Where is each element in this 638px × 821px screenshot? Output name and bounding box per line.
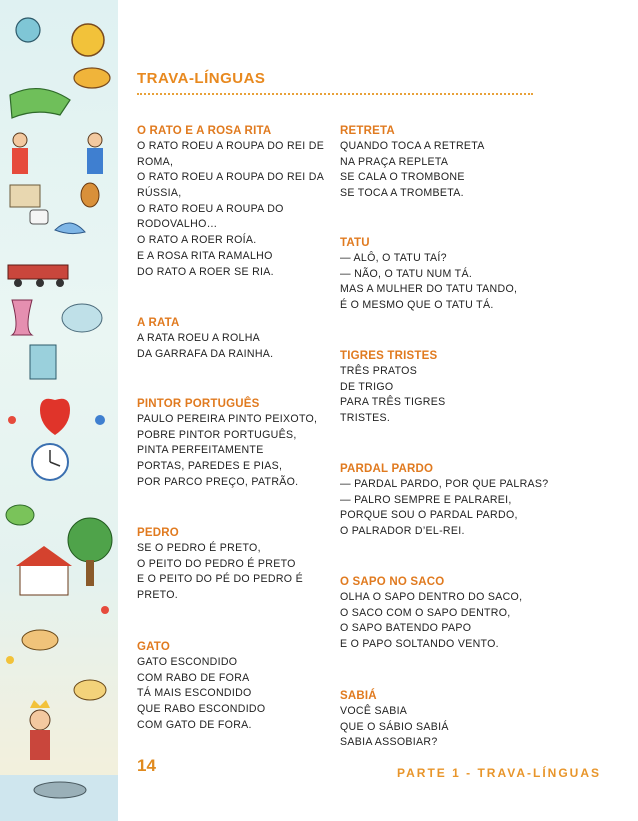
poem-sabia [340,689,540,751]
poem-line: PARA TRÊS TIGRES [340,396,446,409]
poem-line: O SACO COM O SAPO DENTRO, [340,606,511,619]
poem-line: DO RATO A ROER SE RIA. [137,265,274,278]
poem-line: PORQUE SOU O PARDAL PARDO, [340,509,518,522]
poem-line: ROMA, [137,155,174,168]
poem-pardal-pardo [340,462,549,540]
poem-pintor-portugues [137,397,337,490]
poem-line: POBRE PINTOR PORTUGUÊS, [137,428,297,441]
poem-line: A RATA ROEU A ROLHA [137,332,261,344]
poem-line: SE O PEDRO É PRETO, [137,542,261,554]
poem-line: OLHA O SAPO DENTRO DO SACO, [340,591,523,603]
poem-line: SE CALA O TROMBONE [340,171,465,184]
poem-gato [137,640,337,733]
poem-title: PINTOR PORTUGUÊS [137,398,260,410]
poem-line: PORTAS, PAREDES E PIAS, [137,460,283,473]
poem-line: O RATO ROEU A ROUPA DO [137,202,284,215]
section-label: PARTE 1 - TRAVA-LÍNGUAS [397,766,601,780]
poem-title: O RATO E A ROSA RITA [137,125,272,137]
poem-retreta [340,124,540,202]
poem-title: PEDRO [137,527,179,539]
poem-line: COM GATO DE FORA. [137,718,252,731]
border-illustration [0,0,118,821]
poem-line: QUE O SÁBIO SABIÁ [340,720,449,733]
poem-line: PAULO PEREIRA PINTO PEIXOTO, [137,413,318,425]
poem-o-rato-e-a-rosa-rita [137,124,337,280]
poem-line: TRISTES. [340,412,391,425]
illustrated-border [0,0,118,821]
poem-line: O RATO ROEU A ROUPA DO REI DA [137,171,325,184]
page-number: 14 [137,756,156,775]
poem-line: TÁ MAIS ESCONDIDO [137,687,252,700]
poem-line: DA GARRAFA DA RAINHA. [137,347,274,360]
title-dotted-divider [137,93,533,95]
poem-title: TIGRES TRISTES [340,350,438,362]
poem-line: É O MESMO QUE O TATU TÁ. [340,299,494,312]
poem-line: RÚSSIA, [137,187,182,200]
poem-title: A RATA [137,317,180,329]
poem-line: POR PARCO PREÇO, PATRÃO. [137,475,299,488]
poem-title: GATO [137,641,170,653]
poem-line: — ALÔ, O TATU TAÍ? [340,252,447,264]
poem-line: — NÃO, O TATU NUM TÁ. [340,267,473,280]
poem-line: SABIA ASSOBIAR? [340,736,438,749]
poem-pedro [137,526,337,604]
poem-title: TATU [340,237,370,249]
poem-line: O RATO ROEU A ROUPA DO REI DE [137,140,325,152]
poem-title: RETRETA [340,125,395,137]
poem-line: SE TOCA A TROMBETA. [340,187,464,200]
poem-line: O PALRADOR D’EL-REI. [340,525,465,538]
poem-line: E O PEITO DO PÉ DO PEDRO É [137,573,303,586]
poem-line: E O PAPO SOLTANDO VENTO. [340,638,499,651]
poem-tigres-tristes [340,349,540,427]
poem-line: O RATO A ROER ROÍA. [137,234,257,247]
poem-line: QUANDO TOCA A RETRETA [340,140,485,152]
poem-line: PINTA PERFEITAMENTE [137,444,264,457]
poem-title: SABIÁ [340,690,377,702]
poem-title: PARDAL PARDO [340,463,434,475]
poem-line: COM RABO DE FORA [137,671,250,684]
poem-line: GATO ESCONDIDO [137,656,238,668]
poem-line: QUE RABO ESCONDIDO [137,703,266,716]
poem-line: O SAPO BATENDO PAPO [340,622,472,635]
poem-line: — PALRO SEMPRE E PALRAREI, [340,493,512,506]
poem-line: O PEITO DO PEDRO É PRETO [137,557,296,570]
poem-line: E A ROSA RITA RAMALHO [137,249,273,262]
page-title: TRAVA-LÍNGUAS [137,70,266,87]
poem-line: PRETO. [137,589,179,602]
poem-o-sapo-no-saco [340,575,540,653]
poem-line: — PARDAL PARDO, POR QUE PALRAS? [340,478,549,490]
poem-line: MAS A MULHER DO TATU TANDO, [340,283,518,296]
poem-line: TRÊS PRATOS [340,365,418,377]
poem-line: NA PRAÇA REPLETA [340,155,449,168]
poem-a-rata [137,316,337,362]
poem-line: VOCÊ SABIA [340,705,408,717]
poem-line: RODOVALHO… [137,218,218,231]
poem-title: O SAPO NO SACO [340,576,445,588]
poem-line: DE TRIGO [340,380,394,393]
poem-tatu [340,236,540,314]
